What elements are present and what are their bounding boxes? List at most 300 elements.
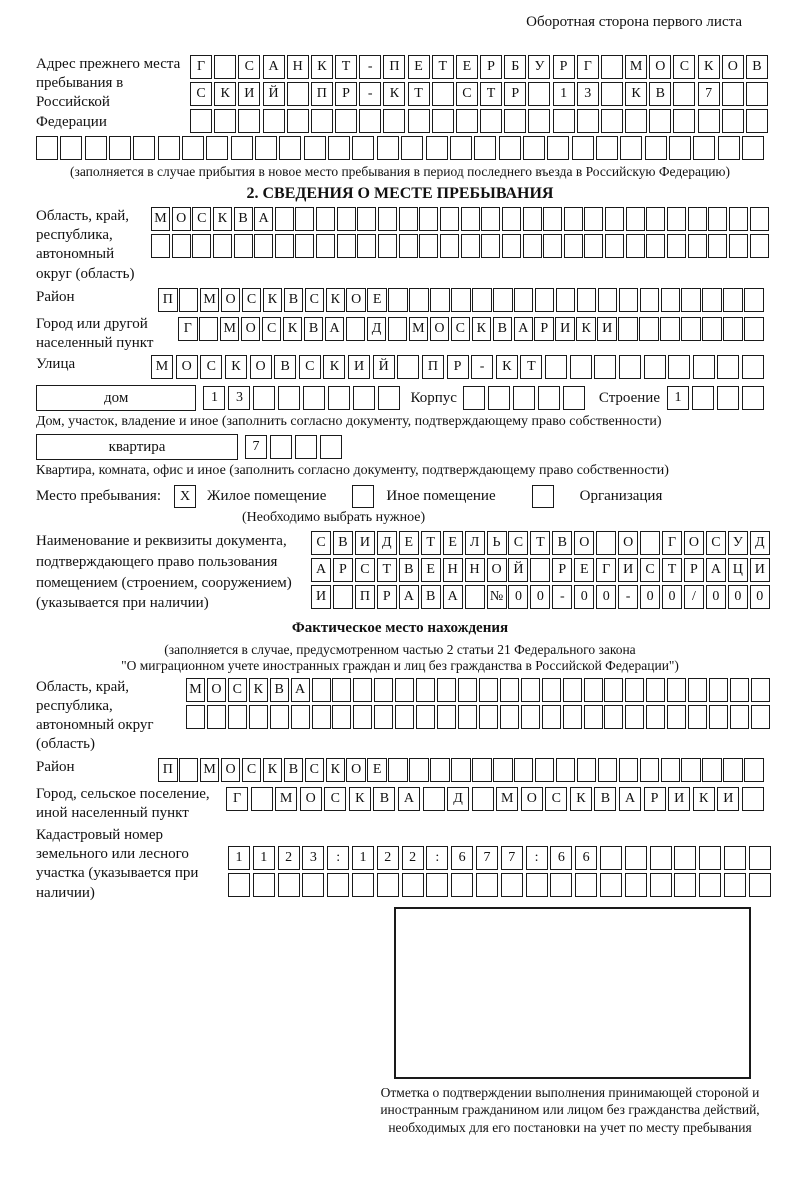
char-box[interactable]: - bbox=[359, 82, 381, 106]
char-box[interactable] bbox=[681, 288, 701, 312]
char-box[interactable] bbox=[409, 758, 429, 782]
char-box[interactable] bbox=[661, 288, 681, 312]
char-box[interactable] bbox=[480, 109, 502, 133]
char-box[interactable]: И bbox=[555, 317, 575, 341]
char-box[interactable] bbox=[620, 136, 642, 160]
char-box[interactable]: В bbox=[270, 678, 289, 702]
char-box[interactable] bbox=[214, 55, 236, 79]
char-box[interactable]: 0 bbox=[574, 585, 594, 609]
char-box[interactable]: К bbox=[326, 758, 346, 782]
char-box[interactable] bbox=[378, 386, 400, 410]
char-box[interactable]: М bbox=[200, 288, 220, 312]
checkbox-zhiloe[interactable]: X bbox=[174, 485, 196, 508]
char-box[interactable] bbox=[688, 678, 707, 702]
char-box[interactable] bbox=[751, 678, 770, 702]
char-box[interactable]: М bbox=[186, 678, 205, 702]
char-box[interactable] bbox=[502, 207, 521, 231]
char-box[interactable] bbox=[303, 386, 325, 410]
char-box[interactable] bbox=[625, 873, 647, 897]
char-box[interactable] bbox=[426, 873, 448, 897]
char-box[interactable]: 6 bbox=[575, 846, 597, 870]
char-box[interactable] bbox=[332, 705, 351, 729]
char-box[interactable] bbox=[109, 136, 131, 160]
char-box[interactable] bbox=[500, 705, 519, 729]
char-box[interactable]: 0 bbox=[596, 585, 616, 609]
char-box[interactable]: А bbox=[311, 558, 331, 582]
char-box[interactable]: П bbox=[355, 585, 375, 609]
char-box[interactable] bbox=[584, 234, 603, 258]
char-box[interactable] bbox=[430, 288, 450, 312]
char-box[interactable]: О bbox=[221, 288, 241, 312]
char-box[interactable] bbox=[596, 531, 616, 555]
char-box[interactable] bbox=[472, 288, 492, 312]
char-box[interactable] bbox=[649, 109, 671, 133]
char-box[interactable]: С bbox=[305, 288, 325, 312]
char-box[interactable] bbox=[723, 317, 743, 341]
char-box[interactable]: М bbox=[151, 355, 173, 379]
char-box[interactable] bbox=[514, 758, 534, 782]
checkbox-org[interactable] bbox=[532, 485, 554, 508]
char-box[interactable] bbox=[481, 234, 500, 258]
char-box[interactable]: А bbox=[514, 317, 534, 341]
char-box[interactable] bbox=[742, 136, 764, 160]
char-box[interactable]: О bbox=[649, 55, 671, 79]
char-box[interactable] bbox=[746, 82, 768, 106]
char-box[interactable]: 1 bbox=[203, 386, 225, 410]
char-box[interactable] bbox=[426, 136, 448, 160]
char-box[interactable]: В bbox=[274, 355, 296, 379]
char-box[interactable]: О bbox=[430, 317, 450, 341]
char-box[interactable] bbox=[709, 678, 728, 702]
char-box[interactable] bbox=[474, 136, 496, 160]
char-box[interactable]: М bbox=[409, 317, 429, 341]
char-box[interactable]: С bbox=[262, 317, 282, 341]
char-box[interactable]: Ц bbox=[728, 558, 748, 582]
char-box[interactable] bbox=[378, 234, 397, 258]
char-box[interactable] bbox=[729, 234, 748, 258]
char-box[interactable] bbox=[352, 873, 374, 897]
char-box[interactable]: М bbox=[275, 787, 297, 811]
char-box[interactable]: 1 bbox=[352, 846, 374, 870]
char-box[interactable] bbox=[278, 386, 300, 410]
char-box[interactable]: Р bbox=[447, 355, 469, 379]
char-box[interactable] bbox=[158, 136, 180, 160]
char-box[interactable] bbox=[699, 846, 721, 870]
char-box[interactable]: 2 bbox=[278, 846, 300, 870]
char-box[interactable] bbox=[718, 136, 740, 160]
char-box[interactable] bbox=[584, 678, 603, 702]
char-box[interactable]: 1 bbox=[228, 846, 250, 870]
char-box[interactable] bbox=[499, 136, 521, 160]
char-box[interactable]: К bbox=[576, 317, 596, 341]
char-box[interactable] bbox=[458, 678, 477, 702]
char-box[interactable] bbox=[556, 288, 576, 312]
char-box[interactable]: С bbox=[192, 207, 211, 231]
char-box[interactable]: И bbox=[750, 558, 770, 582]
char-box[interactable]: С bbox=[200, 355, 222, 379]
char-box[interactable] bbox=[295, 435, 317, 459]
char-box[interactable]: В bbox=[493, 317, 513, 341]
char-box[interactable] bbox=[287, 82, 309, 106]
char-box[interactable] bbox=[409, 288, 429, 312]
char-box[interactable] bbox=[749, 873, 771, 897]
char-box[interactable] bbox=[255, 136, 277, 160]
char-box[interactable]: А bbox=[706, 558, 726, 582]
char-box[interactable]: 1 bbox=[667, 386, 689, 410]
char-box[interactable]: 0 bbox=[750, 585, 770, 609]
char-box[interactable] bbox=[377, 136, 399, 160]
char-box[interactable] bbox=[302, 873, 324, 897]
char-box[interactable] bbox=[751, 705, 770, 729]
char-box[interactable] bbox=[600, 846, 622, 870]
char-box[interactable] bbox=[709, 705, 728, 729]
char-box[interactable] bbox=[151, 234, 170, 258]
char-box[interactable] bbox=[526, 873, 548, 897]
char-box[interactable] bbox=[667, 207, 686, 231]
char-box[interactable]: С bbox=[311, 531, 331, 555]
char-box[interactable] bbox=[600, 873, 622, 897]
char-box[interactable]: Т bbox=[335, 55, 357, 79]
char-box[interactable] bbox=[357, 234, 376, 258]
char-box[interactable] bbox=[312, 705, 331, 729]
char-box[interactable] bbox=[673, 109, 695, 133]
char-box[interactable]: С bbox=[242, 758, 262, 782]
char-box[interactable] bbox=[605, 207, 624, 231]
char-box[interactable] bbox=[746, 109, 768, 133]
char-box[interactable] bbox=[702, 288, 722, 312]
char-box[interactable] bbox=[724, 873, 746, 897]
char-box[interactable] bbox=[312, 678, 331, 702]
char-box[interactable] bbox=[693, 355, 715, 379]
char-box[interactable] bbox=[528, 82, 550, 106]
char-box[interactable] bbox=[575, 873, 597, 897]
char-box[interactable] bbox=[543, 207, 562, 231]
char-box[interactable] bbox=[179, 288, 199, 312]
char-box[interactable] bbox=[556, 758, 576, 782]
char-box[interactable] bbox=[388, 758, 408, 782]
char-box[interactable]: С bbox=[545, 787, 567, 811]
char-box[interactable] bbox=[563, 705, 582, 729]
char-box[interactable] bbox=[359, 109, 381, 133]
char-box[interactable] bbox=[601, 82, 623, 106]
char-box[interactable] bbox=[374, 678, 393, 702]
char-box[interactable]: 7 bbox=[501, 846, 523, 870]
char-box[interactable]: О bbox=[684, 531, 704, 555]
char-box[interactable]: : bbox=[526, 846, 548, 870]
char-box[interactable] bbox=[401, 136, 423, 160]
char-box[interactable] bbox=[337, 234, 356, 258]
char-box[interactable] bbox=[353, 386, 375, 410]
char-box[interactable]: Н bbox=[465, 558, 485, 582]
char-box[interactable]: В bbox=[421, 585, 441, 609]
char-box[interactable] bbox=[399, 234, 418, 258]
char-box[interactable] bbox=[328, 386, 350, 410]
char-box[interactable] bbox=[535, 758, 555, 782]
char-box[interactable]: Й bbox=[508, 558, 528, 582]
char-box[interactable]: 7 bbox=[476, 846, 498, 870]
char-box[interactable]: С bbox=[299, 355, 321, 379]
char-box[interactable]: О bbox=[221, 758, 241, 782]
char-box[interactable]: К bbox=[263, 288, 283, 312]
char-box[interactable]: П bbox=[383, 55, 405, 79]
char-box[interactable] bbox=[275, 207, 294, 231]
char-box[interactable] bbox=[316, 234, 335, 258]
char-box[interactable]: 0 bbox=[662, 585, 682, 609]
char-box[interactable]: 0 bbox=[728, 585, 748, 609]
char-box[interactable]: Е bbox=[367, 288, 387, 312]
char-box[interactable] bbox=[214, 109, 236, 133]
char-box[interactable]: О bbox=[346, 288, 366, 312]
char-box[interactable] bbox=[278, 873, 300, 897]
char-box[interactable] bbox=[253, 873, 275, 897]
char-box[interactable]: У bbox=[528, 55, 550, 79]
char-box[interactable]: К bbox=[472, 317, 492, 341]
char-box[interactable] bbox=[479, 678, 498, 702]
char-box[interactable] bbox=[472, 787, 494, 811]
char-box[interactable] bbox=[750, 234, 769, 258]
char-box[interactable]: Е bbox=[456, 55, 478, 79]
char-box[interactable] bbox=[346, 317, 366, 341]
char-box[interactable]: И bbox=[311, 585, 331, 609]
char-box[interactable] bbox=[640, 758, 660, 782]
char-box[interactable] bbox=[377, 873, 399, 897]
char-box[interactable]: И bbox=[348, 355, 370, 379]
char-box[interactable]: Г bbox=[190, 55, 212, 79]
char-box[interactable] bbox=[667, 705, 686, 729]
char-box[interactable]: М bbox=[625, 55, 647, 79]
char-box[interactable]: О bbox=[172, 207, 191, 231]
char-box[interactable] bbox=[729, 207, 748, 231]
char-box[interactable]: Г bbox=[596, 558, 616, 582]
char-box[interactable] bbox=[688, 234, 707, 258]
char-box[interactable] bbox=[625, 109, 647, 133]
char-box[interactable]: В bbox=[399, 558, 419, 582]
char-box[interactable] bbox=[521, 678, 540, 702]
char-box[interactable] bbox=[461, 207, 480, 231]
char-box[interactable] bbox=[253, 386, 275, 410]
char-box[interactable]: Т bbox=[480, 82, 502, 106]
char-box[interactable] bbox=[228, 705, 247, 729]
char-box[interactable] bbox=[316, 207, 335, 231]
char-box[interactable] bbox=[535, 288, 555, 312]
char-box[interactable]: К bbox=[349, 787, 371, 811]
char-box[interactable]: Е bbox=[574, 558, 594, 582]
char-box[interactable] bbox=[667, 234, 686, 258]
char-box[interactable] bbox=[605, 234, 624, 258]
char-box[interactable] bbox=[395, 705, 414, 729]
char-box[interactable] bbox=[388, 317, 408, 341]
char-box[interactable]: Т bbox=[408, 82, 430, 106]
char-box[interactable]: - bbox=[359, 55, 381, 79]
char-box[interactable]: И bbox=[355, 531, 375, 555]
char-box[interactable]: Й bbox=[263, 82, 285, 106]
char-box[interactable]: Р bbox=[534, 317, 554, 341]
char-box[interactable]: Г bbox=[577, 55, 599, 79]
char-box[interactable] bbox=[458, 705, 477, 729]
char-box[interactable] bbox=[699, 873, 721, 897]
char-box[interactable]: Й bbox=[373, 355, 395, 379]
char-box[interactable] bbox=[646, 234, 665, 258]
char-box[interactable] bbox=[681, 758, 701, 782]
char-box[interactable] bbox=[750, 207, 769, 231]
char-box[interactable]: Р bbox=[684, 558, 704, 582]
char-box[interactable]: 2 bbox=[402, 846, 424, 870]
char-box[interactable]: - bbox=[471, 355, 493, 379]
char-box[interactable] bbox=[724, 846, 746, 870]
char-box[interactable]: Р bbox=[504, 82, 526, 106]
char-box[interactable]: О bbox=[250, 355, 272, 379]
char-box[interactable] bbox=[744, 317, 764, 341]
char-box[interactable]: Р bbox=[377, 585, 397, 609]
char-box[interactable] bbox=[604, 705, 623, 729]
char-box[interactable]: 1 bbox=[553, 82, 575, 106]
char-box[interactable]: 3 bbox=[228, 386, 250, 410]
char-box[interactable] bbox=[287, 109, 309, 133]
char-box[interactable]: К bbox=[625, 82, 647, 106]
char-box[interactable]: Н bbox=[287, 55, 309, 79]
char-box[interactable] bbox=[598, 288, 618, 312]
char-box[interactable] bbox=[504, 109, 526, 133]
char-box[interactable]: 0 bbox=[530, 585, 550, 609]
char-box[interactable] bbox=[234, 234, 253, 258]
char-box[interactable] bbox=[742, 386, 764, 410]
char-box[interactable] bbox=[742, 355, 764, 379]
char-box[interactable] bbox=[584, 207, 603, 231]
char-box[interactable]: С bbox=[242, 288, 262, 312]
char-box[interactable]: Р bbox=[553, 55, 575, 79]
char-box[interactable] bbox=[722, 109, 744, 133]
char-box[interactable] bbox=[270, 705, 289, 729]
char-box[interactable] bbox=[668, 355, 690, 379]
char-box[interactable] bbox=[275, 234, 294, 258]
char-box[interactable] bbox=[730, 705, 749, 729]
char-box[interactable] bbox=[673, 82, 695, 106]
char-box[interactable]: П bbox=[422, 355, 444, 379]
char-box[interactable]: А bbox=[399, 585, 419, 609]
char-box[interactable]: С bbox=[305, 758, 325, 782]
char-box[interactable]: 0 bbox=[508, 585, 528, 609]
char-box[interactable]: С bbox=[508, 531, 528, 555]
char-box[interactable]: А bbox=[291, 678, 310, 702]
char-box[interactable]: К bbox=[693, 787, 715, 811]
char-box[interactable] bbox=[461, 234, 480, 258]
char-box[interactable]: О bbox=[722, 55, 744, 79]
char-box[interactable]: И bbox=[238, 82, 260, 106]
char-box[interactable] bbox=[430, 758, 450, 782]
char-box[interactable] bbox=[667, 678, 686, 702]
char-box[interactable] bbox=[513, 386, 535, 410]
char-box[interactable] bbox=[688, 705, 707, 729]
char-box[interactable] bbox=[320, 435, 342, 459]
char-box[interactable] bbox=[263, 109, 285, 133]
char-box[interactable] bbox=[604, 678, 623, 702]
char-box[interactable]: Е bbox=[421, 558, 441, 582]
char-box[interactable] bbox=[547, 136, 569, 160]
char-box[interactable]: 3 bbox=[302, 846, 324, 870]
char-box[interactable]: О bbox=[300, 787, 322, 811]
char-box[interactable]: О bbox=[241, 317, 261, 341]
char-box[interactable]: М bbox=[151, 207, 170, 231]
char-box[interactable] bbox=[419, 234, 438, 258]
char-box[interactable]: К bbox=[383, 82, 405, 106]
char-box[interactable]: В bbox=[284, 288, 304, 312]
char-box[interactable]: Е bbox=[443, 531, 463, 555]
char-box[interactable] bbox=[717, 355, 739, 379]
char-box[interactable]: Т bbox=[432, 55, 454, 79]
char-box[interactable] bbox=[744, 758, 764, 782]
char-box[interactable] bbox=[432, 109, 454, 133]
char-box[interactable]: О bbox=[521, 787, 543, 811]
char-box[interactable] bbox=[378, 207, 397, 231]
char-box[interactable] bbox=[133, 136, 155, 160]
char-box[interactable] bbox=[450, 136, 472, 160]
char-box[interactable] bbox=[279, 136, 301, 160]
char-box[interactable] bbox=[440, 207, 459, 231]
char-box[interactable] bbox=[742, 787, 764, 811]
char-box[interactable] bbox=[601, 109, 623, 133]
char-box[interactable]: 7 bbox=[245, 435, 267, 459]
char-box[interactable]: Е bbox=[408, 55, 430, 79]
char-box[interactable]: В bbox=[649, 82, 671, 106]
char-box[interactable] bbox=[451, 873, 473, 897]
char-box[interactable] bbox=[618, 317, 638, 341]
char-box[interactable] bbox=[416, 705, 435, 729]
char-box[interactable]: К bbox=[323, 355, 345, 379]
char-box[interactable] bbox=[584, 705, 603, 729]
char-box[interactable] bbox=[254, 234, 273, 258]
checkbox-inoe[interactable] bbox=[352, 485, 374, 508]
char-box[interactable]: П bbox=[311, 82, 333, 106]
char-box[interactable]: Д bbox=[447, 787, 469, 811]
char-box[interactable]: А bbox=[398, 787, 420, 811]
char-box[interactable]: К bbox=[249, 678, 268, 702]
char-box[interactable] bbox=[488, 386, 510, 410]
char-box[interactable]: О bbox=[574, 531, 594, 555]
char-box[interactable]: 3 bbox=[577, 82, 599, 106]
char-box[interactable] bbox=[698, 109, 720, 133]
char-box[interactable]: 2 bbox=[377, 846, 399, 870]
char-box[interactable] bbox=[451, 758, 471, 782]
char-box[interactable] bbox=[553, 109, 575, 133]
char-box[interactable] bbox=[304, 136, 326, 160]
char-box[interactable] bbox=[639, 317, 659, 341]
char-box[interactable] bbox=[693, 136, 715, 160]
char-box[interactable]: Р bbox=[552, 558, 572, 582]
char-box[interactable]: Е bbox=[367, 758, 387, 782]
char-box[interactable]: В bbox=[284, 758, 304, 782]
char-box[interactable]: О bbox=[176, 355, 198, 379]
char-box[interactable] bbox=[333, 585, 353, 609]
char-box[interactable]: О bbox=[487, 558, 507, 582]
char-box[interactable] bbox=[213, 234, 232, 258]
char-box[interactable] bbox=[228, 873, 250, 897]
char-box[interactable]: О bbox=[346, 758, 366, 782]
char-box[interactable] bbox=[451, 288, 471, 312]
char-box[interactable] bbox=[669, 136, 691, 160]
char-box[interactable] bbox=[572, 136, 594, 160]
char-box[interactable]: В bbox=[304, 317, 324, 341]
char-box[interactable] bbox=[311, 109, 333, 133]
char-box[interactable]: А bbox=[325, 317, 345, 341]
char-box[interactable] bbox=[625, 678, 644, 702]
char-box[interactable]: К bbox=[311, 55, 333, 79]
char-box[interactable] bbox=[625, 705, 644, 729]
char-box[interactable] bbox=[251, 787, 273, 811]
char-box[interactable] bbox=[577, 288, 597, 312]
char-box[interactable]: Л bbox=[465, 531, 485, 555]
char-box[interactable]: 6 bbox=[550, 846, 572, 870]
char-box[interactable]: Е bbox=[399, 531, 419, 555]
